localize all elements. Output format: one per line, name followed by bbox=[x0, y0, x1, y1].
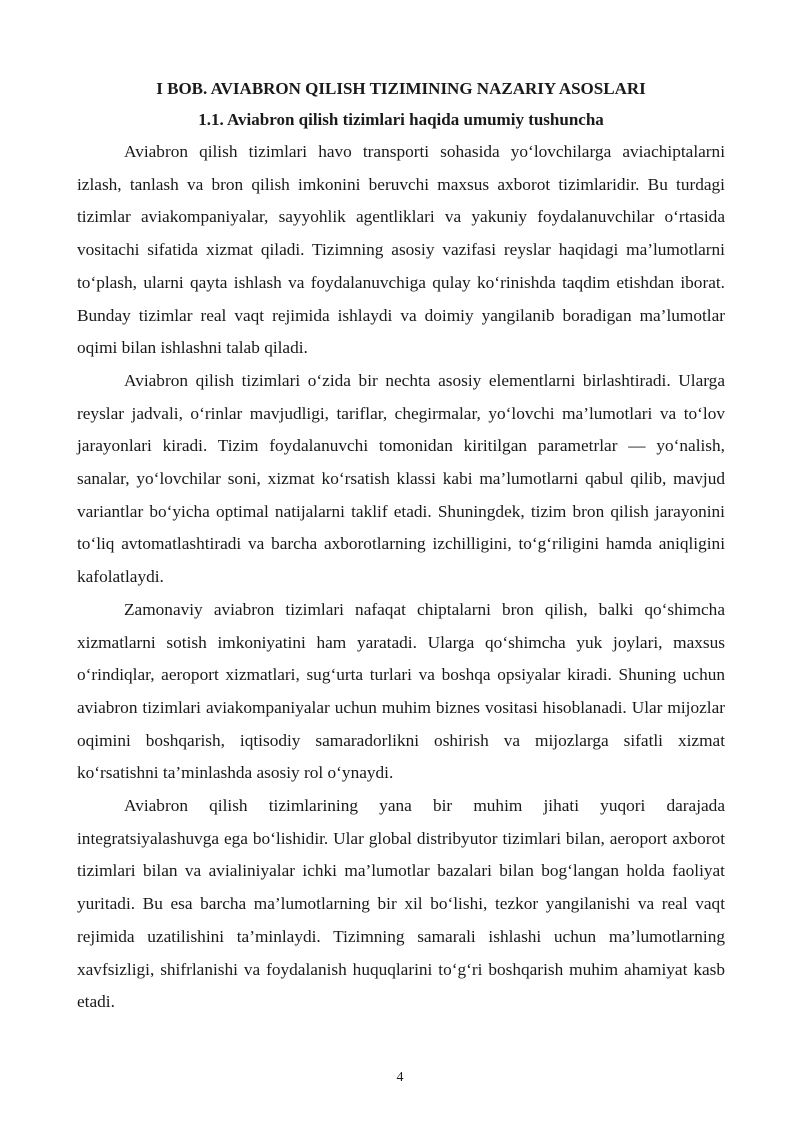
paragraph-3: Zamonaviy aviabron tizimlari nafaqat chiptalarni bron qilish, balki qo‘shimcha xizmatlarni sotish imkoniyatini ham yaratadi. Ularga qo‘shimcha yuk joylari, maxsus o‘rindiqlar, aeroport xizmatlari, sug‘urta turlari va boshqa opsiyalar kiradi. Shuning uchun aviabron tizimlari aviakompaniyalar uchun muhim biznes vositasi hisoblanadi. Ular mijozlar oqimini boshqarish, iqtisodiy samaradorlikni oshirish va mijozlarga sifatli xizmat ko‘rsatishni ta’minlashda asosiy rol o‘ynaydi. bbox=[77, 599, 725, 783]
chapter-title: I BOB. AVIABRON QILISH TIZIMINING NAZARIY ASOSLARI bbox=[156, 79, 646, 98]
page-number: 4 bbox=[396, 1070, 404, 1085]
paragraph-4: Aviabron qilish tizimlarining yana bir muhim jihati yuqori darajada integratsiyalashuvga ega bo‘lishidir. Ular global distribyutor tizimlari bilan, aeroport axborot tizimlari bilan va avialiniyalar ichki ma’lumotlar bazalari bilan bog‘langan holda faoliyat yuritadi. Bu esa barcha ma’lumotlarning bir xil bo‘lishi, tezkor yangilanishi va real vaqt rejimida uzatilishini ta’minlaydi. Tizimning samarali ishlashi uchun ma’lumotlarning xavfsizligi, shifrlanishi va foydalanish huquqlarini to‘g‘ri boshqarish muhim ahamiyat kasb etadi. bbox=[77, 796, 725, 1012]
paragraph-2: Aviabron qilish tizimlari o‘zida bir nechta asosiy elementlarni birlashtiradi. Ularga reyslar jadvali, o‘rinlar mavjudligi, tariflar, chegirmalar, yo‘lovchi ma’lumotlari va to‘lov jarayonlari kiradi. Tizim foydalanuvchi tomonidan kiritilgan parametrlar — yo‘nalish, sanalar, yo‘lovchilar soni, xizmat ko‘rsatish klassi kabi ma’lumotlarni qabul qilib, mavjud variantlar bo‘yicha optimal natijalarni taklif etadi. Shuningdek, tizim bron qilish jarayonini to‘liq avtomatlashtiradi va barcha axborotlarning izchilligini, to‘g‘riligini hamda aniqligini kafolatlaydi. bbox=[77, 370, 725, 587]
page-content bbox=[77, 74, 725, 1019]
section-title: 1.1. Aviabron qilish tizimlari haqida umumiy tushuncha bbox=[198, 110, 604, 129]
paragraph-1: Aviabron qilish tizimlari havo transporti sohasida yo‘lovchilarga aviachiptalarni izlash, tanlash va bron qilish imkonini beruvchi maxsus axborot tizimlaridir. Bu turdagi tizimlar aviakompaniyalar, sayyohlik agentliklari va yakuniy foydalanuvchilar o‘rtasida vositachi sifatida xizmat qiladi. Tizimning asosiy vazifasi reyslar haqidagi ma’lumotlarni to‘plash, ularni qayta ishlash va foydalanuvchiga qulay ko‘rinishda taqdim etishdan iborat. Bunday tizimlar real vaqt rejimida ishlaydi va doimiy yangilanib boradigan ma’lumotlar oqimi bilan ishlashni talab qiladi. bbox=[77, 142, 725, 358]
